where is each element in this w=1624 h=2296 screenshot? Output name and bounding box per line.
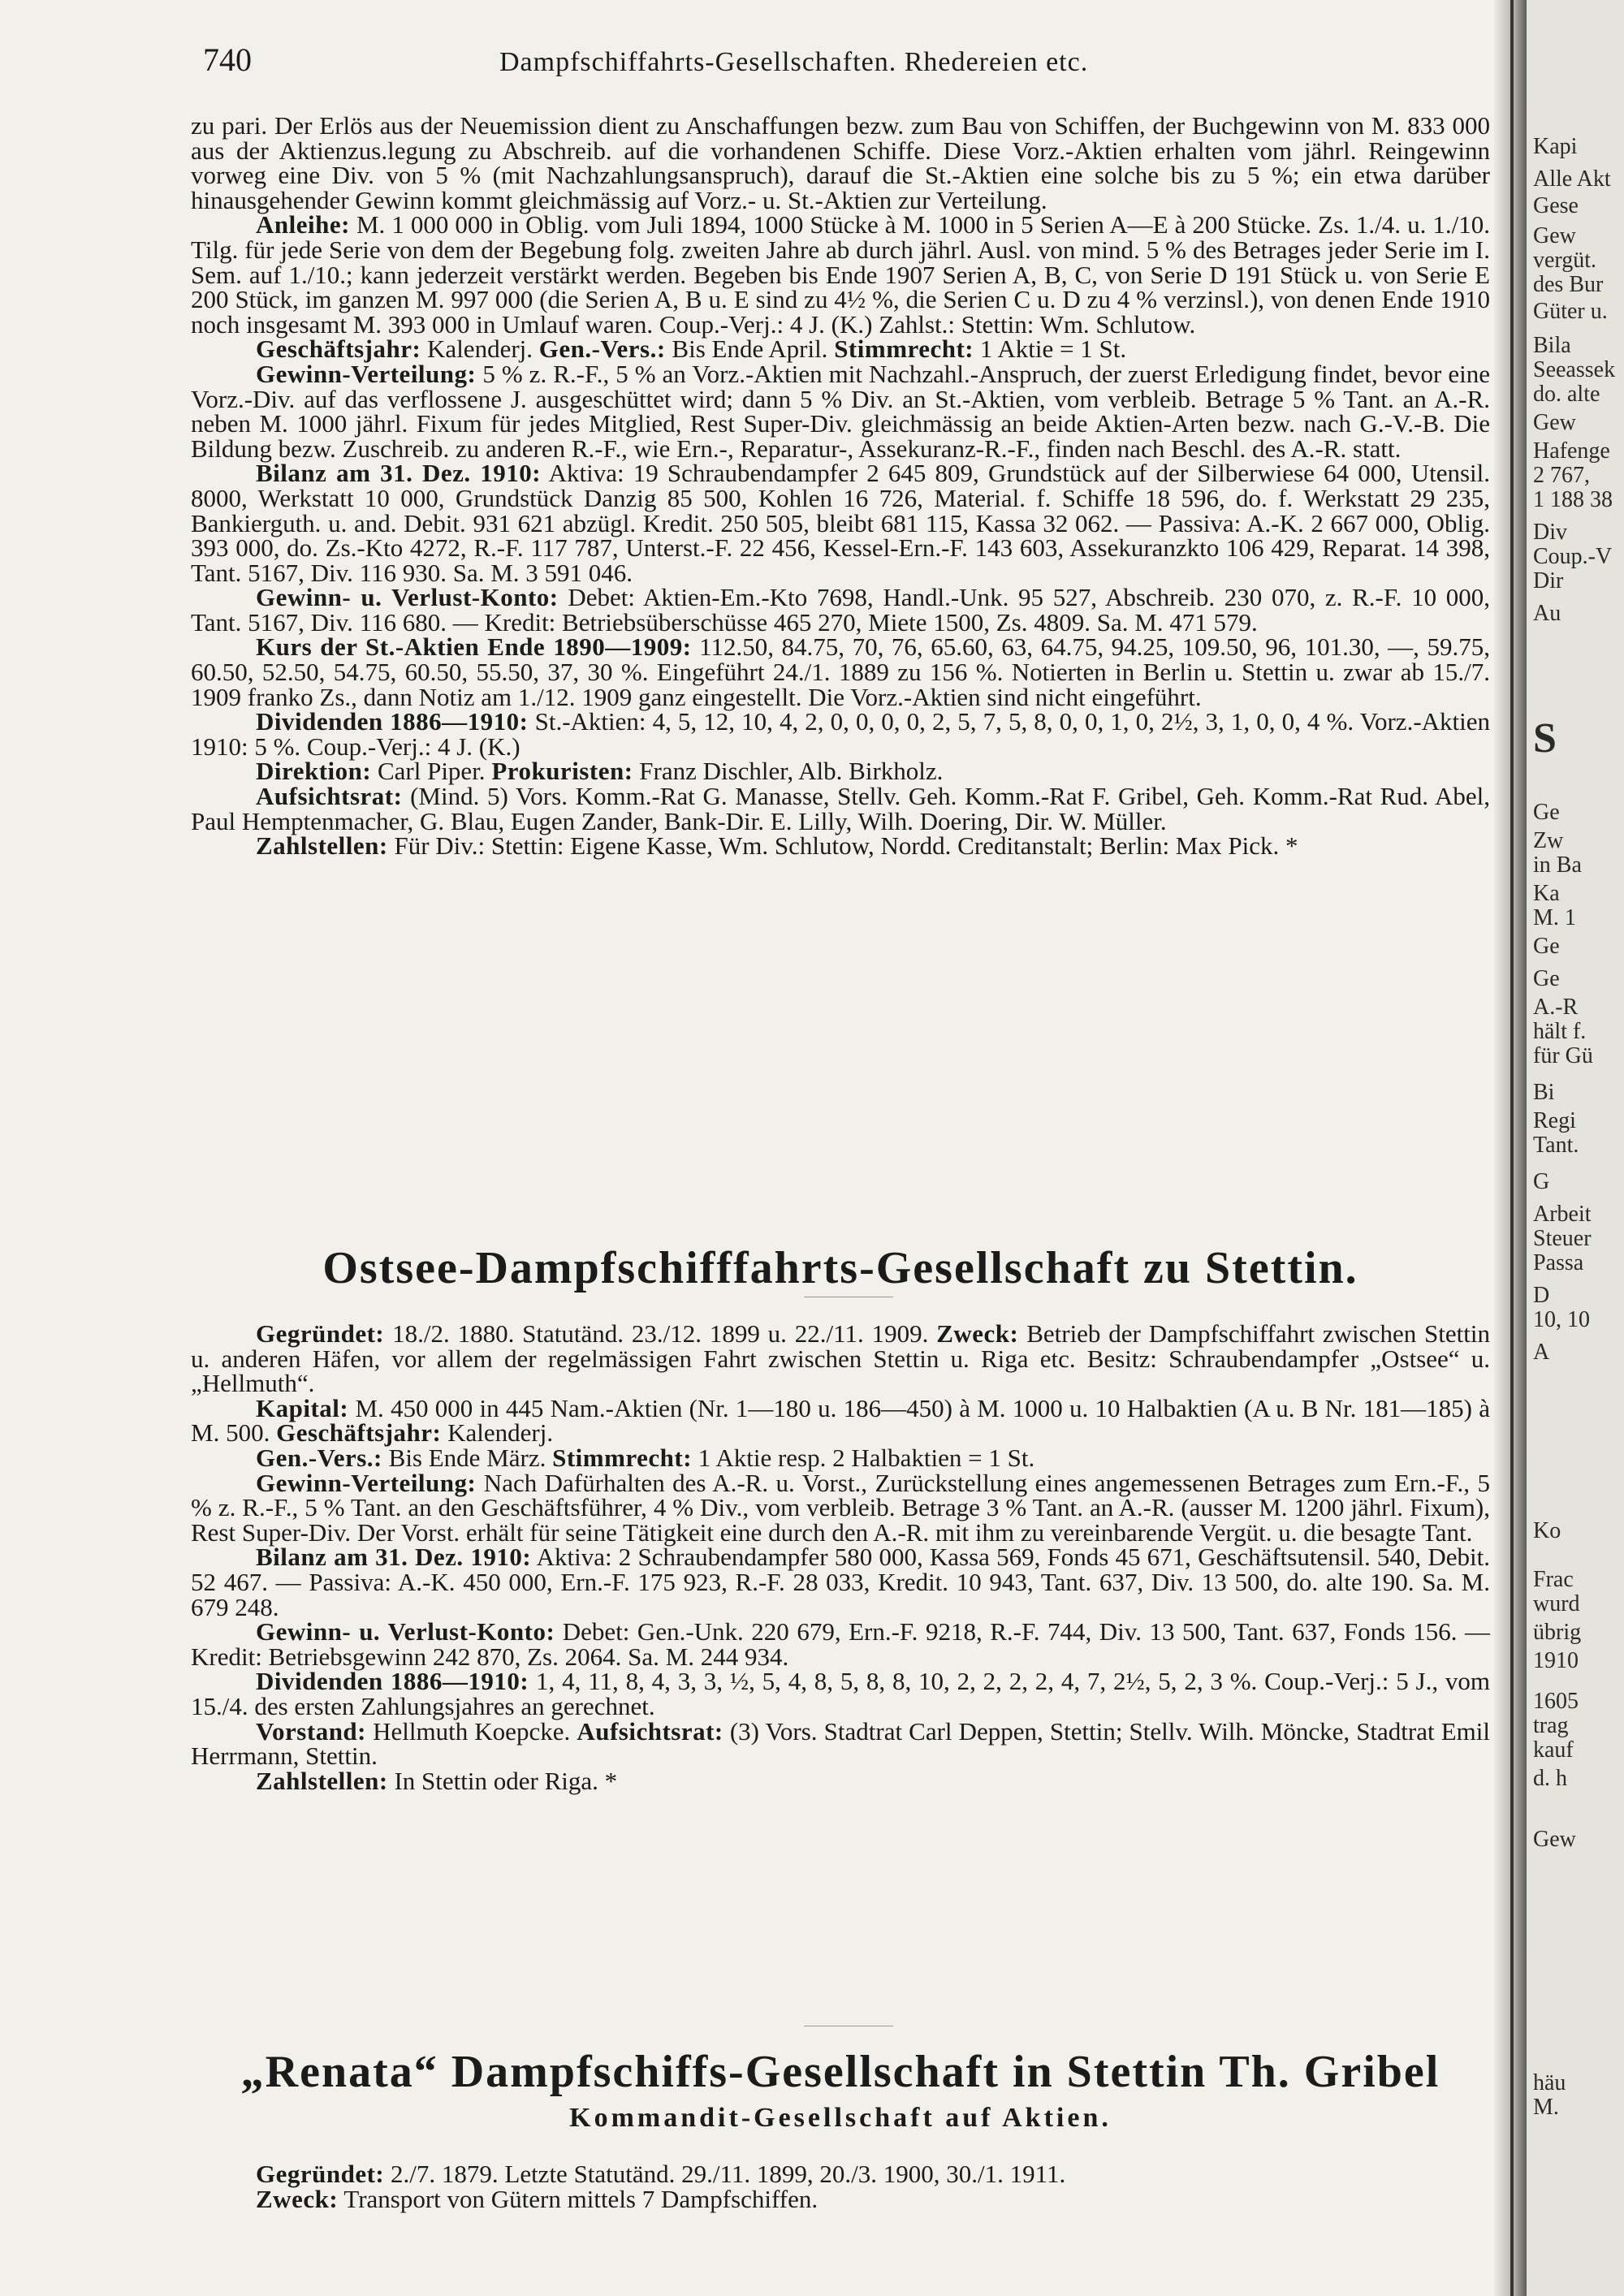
adjacent-page-fragment: A bbox=[1533, 1340, 1550, 1365]
field-text: Transport von Gütern mittels 7 Dampfschiffen. bbox=[338, 2184, 818, 2213]
field-text: M. 450 000 in 445 Nam.-Aktien (Nr. 1—180 u. 186—450) à M. 1000 u. 10 Halbaktien (A u. B Nr. 181—185) à M. 500. bbox=[191, 1393, 1490, 1448]
field-label: Gewinn-Verteilung: bbox=[256, 359, 477, 388]
field-text: 1 Aktie resp. 2 Halbaktien = 1 St. bbox=[692, 1443, 1035, 1472]
page-header bbox=[203, 41, 1494, 89]
field-label: Kurs der St.-Aktien Ende 1890—1909: bbox=[256, 632, 692, 662]
adjacent-page-fragment: Kapi bbox=[1533, 134, 1578, 159]
field-label: Gewinn- u. Verlust-Konto: bbox=[256, 583, 559, 612]
adjacent-page-fragment: Passa bbox=[1533, 1250, 1584, 1275]
entry-block-ostsee bbox=[191, 1319, 1490, 1795]
field-text: St.-Aktien: 4, 5, 12, 10, 4, 2, 0, 0, 0, 0, 2, 5, 7, 5, 8, 0, 0, 1, 0, 2½, 3, 1, 0, 0, 4 %. Vorz.-Aktien 1910: 5 %. Coup.-Verj.: 4 J. (K.) bbox=[191, 707, 1491, 761]
field-label: Prokuristen: bbox=[491, 757, 633, 786]
adjacent-page-fragment: Gew bbox=[1533, 410, 1576, 435]
field-text: 18./2. 1880. Statutänd. 23./12. 1899 u. 22./11. 1909. bbox=[384, 1319, 937, 1348]
entry-paragraph bbox=[191, 461, 1490, 585]
field-text: Aktiva: 19 Schraubendampfer 2 645 809, Grundstück auf der Silberwiese 64 000, Utensil. 8000, Werkstatt 10 000, Grundstück Danzig 85 500, Kohlen 16 726, Material. f. Schiffe 18 596, do. f. Werkstatt 29 235, Bankierguth. u. and. Debit. 931 621 abzügl. Kredit. 250 505, bleibt 681 115, Kassa 32 062. — Passiva: A.-K. 2 667 000, Oblig. 393 000, do. Zs.-Kto 4272, R.-F. 117 787, Unterst.-F. 22 456, Kessel-Ern.-F. 143 603, Assekuranzkto 106 429, Reparat. 14 398, Tant. 5167, Div. 116 930. Sa. M. 3 591 046. bbox=[191, 459, 1490, 587]
adjacent-page-fragment: in Ba bbox=[1533, 852, 1582, 878]
adjacent-page-fragment: Ge bbox=[1533, 966, 1560, 991]
field-label: Bilanz am 31. Dez. 1910: bbox=[256, 459, 542, 488]
adjacent-page-strip bbox=[1527, 0, 1624, 2296]
field-label: Aufsichtsrat: bbox=[577, 1716, 723, 1746]
entry-paragraph bbox=[191, 210, 1490, 339]
field-label: Dividenden 1886—1910: bbox=[256, 707, 529, 736]
adjacent-page-fragment: Güter u. bbox=[1533, 299, 1608, 324]
adjacent-page-fragment: Gese bbox=[1533, 193, 1579, 218]
adjacent-page-fragment: G bbox=[1533, 1169, 1550, 1194]
entry-paragraph bbox=[191, 2162, 1490, 2187]
adjacent-page-fragment: kauf bbox=[1533, 1737, 1574, 1763]
adjacent-page-fragment: Div bbox=[1533, 520, 1567, 545]
adjacent-page-fragment: Bi bbox=[1533, 1080, 1555, 1105]
adjacent-page-fragment: 1910 bbox=[1533, 1648, 1579, 1673]
field-label: Gen.-Vers.: bbox=[256, 1443, 382, 1472]
field-text: Bis Ende April. bbox=[665, 334, 835, 364]
adjacent-page-fragment: übrig bbox=[1533, 1620, 1582, 1645]
entry-paragraph bbox=[191, 831, 1490, 861]
field-label: Stimmrecht: bbox=[834, 334, 974, 364]
field-text: (3) Vors. Stadtrat Carl Deppen, Stettin; Stellv. Wilh. Möncke, Stadtrat Emil Herrmann, Stettin. bbox=[191, 1716, 1490, 1771]
field-label: Aufsichtsrat: bbox=[256, 782, 403, 811]
entry-paragraph bbox=[191, 334, 1490, 364]
field-text: In Stettin oder Riga. * bbox=[387, 1766, 618, 1795]
company-title-ostsee: Ostsee-Dampfschifffahrts-Gesellschaft zu Stettin. bbox=[322, 1243, 1358, 1293]
field-text: 2./7. 1879. Letzte Statutänd. 29./11. 1899, 20./3. 1900, 30./1. 1911. bbox=[384, 2160, 1066, 2188]
adjacent-page-fragment: Seeassek bbox=[1533, 357, 1616, 382]
running-title: Dampfschiffahrts-Gesellschaften. Rhedereien etc. bbox=[499, 47, 1089, 77]
adjacent-page-fragment: des Bur bbox=[1533, 272, 1604, 297]
field-text: 1 Aktie = 1 St. bbox=[974, 334, 1127, 364]
adjacent-page-fragment: hält f. bbox=[1533, 1019, 1587, 1044]
adjacent-page-fragment: Tant. bbox=[1533, 1133, 1579, 1158]
field-label: Zweck: bbox=[936, 1319, 1019, 1348]
entry-paragraph bbox=[191, 1545, 1490, 1620]
entry-paragraph bbox=[191, 707, 1491, 761]
field-text: 5 % z. R.-F., 5 % an Vorz.-Aktien mit Nachzahl.-Anspruch, der zuerst Erledigung findet, bevor eine Vorz.-Div. auf das verflossene J. ausgeschüttet wird; dann 5 % Div. an St.-Aktien, vom verbleib. Betrage 5 % Tant. an A.-R. neben M. 1000 jährl. Fixum für jedes Mitglied, Rest Super-Div. gleichmässig an beide Aktien-Arten bezw. nach G.-V.-B. Die Bildung bezw. Zuschreib. zu anderen R.-F., wie Ern.-, Reparatur-, Assekuranz-R.-F., finden nach Beschl. des A.-R. statt. bbox=[191, 359, 1490, 463]
page-number: 740 bbox=[203, 41, 252, 78]
adjacent-page-fragment: Coup.-V bbox=[1533, 544, 1613, 569]
entry-paragraph bbox=[191, 759, 1490, 784]
entry-paragraph bbox=[191, 1617, 1490, 1671]
adjacent-page-fragment: Ko bbox=[1533, 1518, 1561, 1543]
field-label: Vorstand: bbox=[256, 1716, 366, 1746]
adjacent-page-fragment: Dir bbox=[1533, 568, 1564, 593]
adjacent-page-fragment: 1 188 38 bbox=[1533, 487, 1613, 512]
adjacent-page-fragment: für Gü bbox=[1533, 1043, 1593, 1068]
field-text: Für Div.: Stettin: Eigene Kasse, Wm. Schlutow, Nordd. Creditanstalt; Berlin: Max Pick. * bbox=[387, 831, 1298, 861]
entry-paragraph bbox=[191, 632, 1490, 711]
field-label: Dividenden 1886—1910: bbox=[256, 1667, 529, 1696]
field-text: Debet: Aktien-Em.-Kto 7698, Handl.-Unk. 95 527, Abschreib. 230 070, z. R.-F. 10 000, Tant. 5167, Div. 116 680. — Kredit: Betriebsüberschüsse 465 270, Miete 1500, Zs. 4809. Sa. M. 471 579. bbox=[191, 583, 1491, 637]
field-label: Gen.-Vers.: bbox=[538, 334, 666, 364]
adjacent-page-fragment: Au bbox=[1533, 601, 1561, 626]
field-label: Gegründet: bbox=[256, 2160, 385, 2188]
field-text: Franz Dischler, Alb. Birkholz. bbox=[633, 757, 944, 786]
adjacent-page-fragment: Ge bbox=[1533, 934, 1560, 959]
field-text: Nach Dafürhalten des A.-R. u. Vorst., Zurückstellung eines angemessenen Betrages zum Ern.-F., 5 % z. R.-F., 5 % Tant. an den Geschäftsführer, 4 % Div., vom verbleib. Betrage 3 % Tant. an A.-R. (ausser M. 1200 jährl. Fixum), Rest Super-Div. Der Vorst. erhält für seine Tätigkeit eine durch den A.-R. mit ihm zu vereinbarende Vergüt. u. die besagte Tant. bbox=[191, 1468, 1490, 1547]
adjacent-page-fragment: Frac bbox=[1533, 1567, 1574, 1592]
field-text: Aktiva: 2 Schraubendampfer 580 000, Kassa 569, Fonds 45 671, Geschäftsutensil. 540, Debit. 52 467. — Passiva: A.-K. 450 000, Ern.-F. 175 923, R.-F. 28 033, Kredit. 10 943, Tant. 637, Div. 13 500, do. alte 190. Sa. M. 679 248. bbox=[191, 1543, 1490, 1621]
adjacent-page-fragment: Ka bbox=[1533, 881, 1560, 906]
field-label: Gegründet: bbox=[256, 1319, 385, 1348]
field-text: Kalenderj. bbox=[441, 1418, 554, 1448]
adjacent-page-fragment: D bbox=[1533, 1283, 1550, 1308]
entry-block-previous-company bbox=[191, 111, 1491, 861]
adjacent-page-fragment: Arbeit bbox=[1533, 1202, 1592, 1227]
adjacent-page-fragment: M. 1 bbox=[1533, 905, 1576, 930]
entry-paragraph bbox=[191, 784, 1490, 834]
adjacent-page-fragment: do. alte bbox=[1533, 382, 1600, 407]
field-label: Gewinn- u. Verlust-Konto: bbox=[256, 1617, 555, 1646]
field-text: Bis Ende März. bbox=[382, 1443, 553, 1472]
entry-paragraph bbox=[191, 1716, 1490, 1771]
field-label: Stimmrecht: bbox=[552, 1443, 693, 1472]
field-text: (Mind. 5) Vors. Komm.-Rat G. Manasse, Stellv. Geh. Komm.-Rat F. Gribel, Geh. Komm.-Rat Rud. Abel, Paul Hemptenmacher, G. Blau, Eugen Zander, Bank-Dir. E. Lilly, Wilh. Doering, Dir. W. Müller. bbox=[191, 782, 1490, 835]
adjacent-page-fragment: d. h bbox=[1533, 1766, 1567, 1791]
field-text: Hellmuth Koepcke. bbox=[366, 1716, 577, 1746]
field-label: Anleihe: bbox=[256, 210, 350, 240]
adjacent-page-fragment: Hafenge bbox=[1533, 438, 1610, 464]
entry-paragraph bbox=[191, 1766, 1490, 1795]
entry-paragraph bbox=[191, 1669, 1490, 1719]
field-label: Kapital: bbox=[256, 1393, 349, 1422]
field-text: Betrieb der Dampfschiffahrt zwischen Stettin u. anderen Häfen, vor allem der regelmässigen Fahrt zwischen Stettin u. Riga etc. Besitz: Schraubendampfer „Ostsee“ u. „Hellmuth“. bbox=[191, 1319, 1490, 1398]
entry-paragraph bbox=[191, 1393, 1490, 1448]
adjacent-page-fragment: Steuer bbox=[1533, 1226, 1592, 1251]
entry-paragraph bbox=[191, 1468, 1490, 1547]
field-text: Debet: Gen.-Unk. 220 679, Ern.-F. 9218, R.-F. 744, Div. 13 500, Tant. 637, Fonds 156. — Kredit: Betriebsgewinn 242 870, Zs. 2064. Sa. M. 244 934. bbox=[191, 1617, 1490, 1671]
adjacent-page-fragment: Zw bbox=[1533, 828, 1564, 853]
adjacent-page-fragment: Gew bbox=[1533, 223, 1576, 248]
adjacent-page-fragment: S bbox=[1533, 715, 1557, 762]
field-label: Zweck: bbox=[256, 2184, 339, 2213]
field-label: Direktion: bbox=[256, 757, 372, 786]
adjacent-page-fragment: Regi bbox=[1533, 1108, 1576, 1133]
entry-paragraph bbox=[191, 1319, 1490, 1398]
field-label: Geschäftsjahr: bbox=[256, 334, 421, 364]
adjacent-page-fragment: 10, 10 bbox=[1533, 1307, 1590, 1332]
adjacent-page-fragment: 2 767, bbox=[1533, 463, 1590, 488]
adjacent-page-fragment: häu bbox=[1533, 2070, 1566, 2095]
field-text: 1, 4, 11, 8, 4, 3, 3, ½, 5, 4, 8, 5, 8, 8, 10, 2, 2, 2, 2, 4, 7, 2½, 5, 2, 3 %. Coup.-Verj.: 5 J., vom 15./4. des ersten Zahlungsjahres an gerechnet. bbox=[191, 1667, 1490, 1720]
field-label: Zahlstellen: bbox=[256, 831, 388, 861]
field-text: zu pari. Der Erlös aus der Neuemission dient zu Anschaffungen bezw. zum Bau von Schiffen, der Buchgewinn von M. 833 000 aus der Aktienzus.legung zu Abschreib. auf die vorhandenen Schiffe. Diese Vorz.-Aktien erhalten vom jährl. Reingewinn vorweg eine Div. von 5 % (mit Nachzahlungsanspruch), darauf die St.-Aktien eine solche bis zu 5 %; ein etwa darüber hinausgehender Gewinn kommt gleichmässig auf Vorz.- u. St.-Aktien zur Verteilung. bbox=[191, 111, 1490, 214]
entry-paragraph bbox=[191, 585, 1490, 635]
entry-paragraph bbox=[191, 1443, 1490, 1472]
adjacent-page-fragment: Ge bbox=[1533, 800, 1560, 825]
field-text: Kalenderj. bbox=[421, 334, 539, 364]
adjacent-page-fragment: vergüt. bbox=[1533, 248, 1597, 273]
adjacent-page-fragment: Alle Akt bbox=[1533, 166, 1611, 192]
entry-block-renata bbox=[191, 2162, 1490, 2212]
field-text: Carl Piper. bbox=[371, 757, 492, 786]
adjacent-page-fragment: M. bbox=[1533, 2095, 1559, 2120]
company-title-renata: „Renata“ Dampfschiffs-Gesellschaft in Stettin Th. Gribel bbox=[240, 2047, 1440, 2097]
field-label: Bilanz am 31. Dez. 1910: bbox=[256, 1543, 532, 1572]
gutter-line bbox=[1510, 0, 1514, 2296]
field-label: Gewinn-Verteilung: bbox=[256, 1468, 477, 1497]
adjacent-page-fragment: trag bbox=[1533, 1713, 1569, 1738]
adjacent-page-fragment: A.-R bbox=[1533, 995, 1579, 1020]
field-label: Zahlstellen: bbox=[256, 1766, 388, 1795]
entry-paragraph bbox=[191, 359, 1490, 463]
entry-paragraph bbox=[191, 2184, 1490, 2213]
company-subtitle-renata: Kommandit-Gesellschaft auf Aktien. bbox=[569, 2103, 1112, 2133]
adjacent-page-fragment: 1605 bbox=[1533, 1689, 1579, 1714]
adjacent-page-fragment: Gew bbox=[1533, 1827, 1576, 1852]
field-label: Geschäftsjahr: bbox=[276, 1418, 442, 1448]
field-text: M. 1 000 000 in Oblig. vom Juli 1894, 1000 Stücke à M. 1000 in 5 Serien A—E à 200 Stücke. Zs. 1./4. u. 1./10. Tilg. für jede Serie von dem der Begebung folg. zweiten Jahre ab durch jährl. Ausl. von mind. 5 % des Betrages jeder Serie im I. Sem. auf 1./10.; kann jederzeit verstärkt werden. Begeben bis Ende 1907 Serien A, B, C, von Serie D 191 Stück u. von Serie E 200 Stück, im ganzen M. 997 000 (die Serien A, B u. E sind zu 4½ %, die Serien C u. D zu 4 % verzinsl.), von denen Ende 1910 noch insgesamt M. 393 000 in Umlauf waren. Coup.-Verj.: 4 J. (K.) Zahlst.: Stettin: Wm. Schlutow. bbox=[191, 210, 1490, 339]
adjacent-page-fragment: wurd bbox=[1533, 1591, 1580, 1616]
adjacent-page-fragment: Bila bbox=[1533, 333, 1571, 358]
entry-paragraph bbox=[191, 111, 1490, 214]
field-text: 112.50, 84.75, 70, 76, 65.60, 63, 64.75, 94.25, 109.50, 96, 101.30, —, 59.75, 60.50, 52.50, 54.75, 60.50, 55.50, 37, 30 %. Eingeführt 24./1. 1889 zu 156 %. Notierten in Berlin u. Stettin u. zwar ab 15./7. 1909 franko Zs., dann Notiz am 1./12. 1909 ganz eingestellt. Die Vorz.-Aktien sind nicht eingeführt. bbox=[191, 632, 1490, 711]
